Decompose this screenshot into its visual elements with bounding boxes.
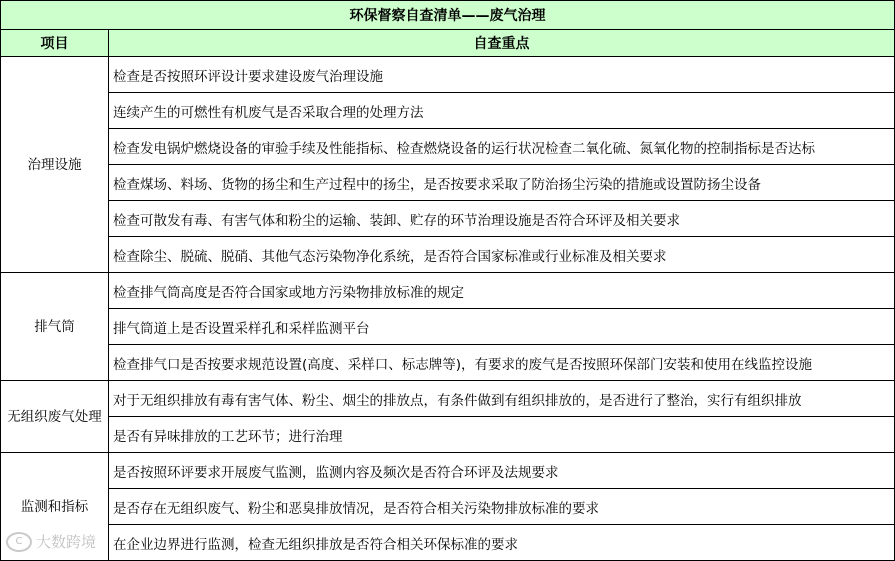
checklist-item: 对于无组织排放有毒有害气体、粉尘、烟尘的排放点，有条件做到有组织排放的，是否进行了整治，实行有组织排放 bbox=[109, 381, 895, 417]
checklist-item: 排气筒道上是否设置采样孔和采样监测平台 bbox=[109, 309, 895, 345]
checklist-item: 检查排气筒高度是否符合国家或地方污染物排放标准的规定 bbox=[109, 273, 895, 309]
table-title: 环保督察自查清单——废气治理 bbox=[1, 1, 895, 30]
watermark-logo-icon: C bbox=[6, 532, 32, 552]
checklist-item: 在企业边界进行监测，检查无组织排放是否符合相关环保标准的要求 bbox=[109, 525, 895, 561]
category-cell: 监测和指标 bbox=[1, 453, 109, 561]
watermark-text: 大数跨境 bbox=[36, 533, 97, 551]
header-category: 项目 bbox=[1, 30, 109, 57]
table-row bbox=[1, 93, 895, 129]
checklist-item: 检查发电锅炉燃烧设备的审验手续及性能指标、检查燃烧设备的运行状况检查二氧化硫、氮氧化物的控制指标是否达标 bbox=[109, 129, 895, 165]
checklist-item: 检查是否按照环评设计要求建设废气治理设施 bbox=[109, 57, 895, 93]
table-row bbox=[1, 417, 895, 453]
table-row bbox=[1, 201, 895, 237]
table-row bbox=[1, 57, 895, 93]
table-row bbox=[1, 453, 895, 489]
table-row bbox=[1, 345, 895, 381]
category-cell: 治理设施 bbox=[1, 57, 109, 273]
checklist-item: 检查除尘、脱硫、脱硝、其他气态污染物净化系统，是否符合国家标准或行业标准及相关要求 bbox=[109, 237, 895, 273]
checklist-item: 连续产生的可燃性有机废气是否采取合理的处理方法 bbox=[109, 93, 895, 129]
table-row bbox=[1, 381, 895, 417]
checklist-item: 检查可散发有毒、有害气体和粉尘的运输、装卸、贮存的环节治理设施是否符合环评及相关要求 bbox=[109, 201, 895, 237]
table-row bbox=[1, 129, 895, 165]
table-row bbox=[1, 165, 895, 201]
table-row bbox=[1, 237, 895, 273]
checklist-item: 是否按照环评要求开展废气监测，监测内容及频次是否符合环评及法规要求 bbox=[109, 453, 895, 489]
table-row bbox=[1, 273, 895, 309]
checklist-item: 检查排气口是否按要求规范设置(高度、采样口、标志牌等)，有要求的废气是否按照环保部门安装和使用在线监控设施 bbox=[109, 345, 895, 381]
category-cell: 无组织废气处理 bbox=[1, 381, 109, 453]
checklist-item: 检查煤场、料场、货物的扬尘和生产过程中的扬尘，是否按要求采取了防治扬尘污染的措施或设置防扬尘设备 bbox=[109, 165, 895, 201]
category-cell: 排气筒 bbox=[1, 273, 109, 381]
table-row bbox=[1, 309, 895, 345]
checklist-item: 是否存在无组织废气、粉尘和恶臭排放情况，是否符合相关污染物排放标准的要求 bbox=[109, 489, 895, 525]
table-row bbox=[1, 525, 895, 561]
checklist-item: 是否有异味排放的工艺环节；进行治理 bbox=[109, 417, 895, 453]
table-row bbox=[1, 489, 895, 525]
header-focus: 自查重点 bbox=[109, 30, 895, 57]
